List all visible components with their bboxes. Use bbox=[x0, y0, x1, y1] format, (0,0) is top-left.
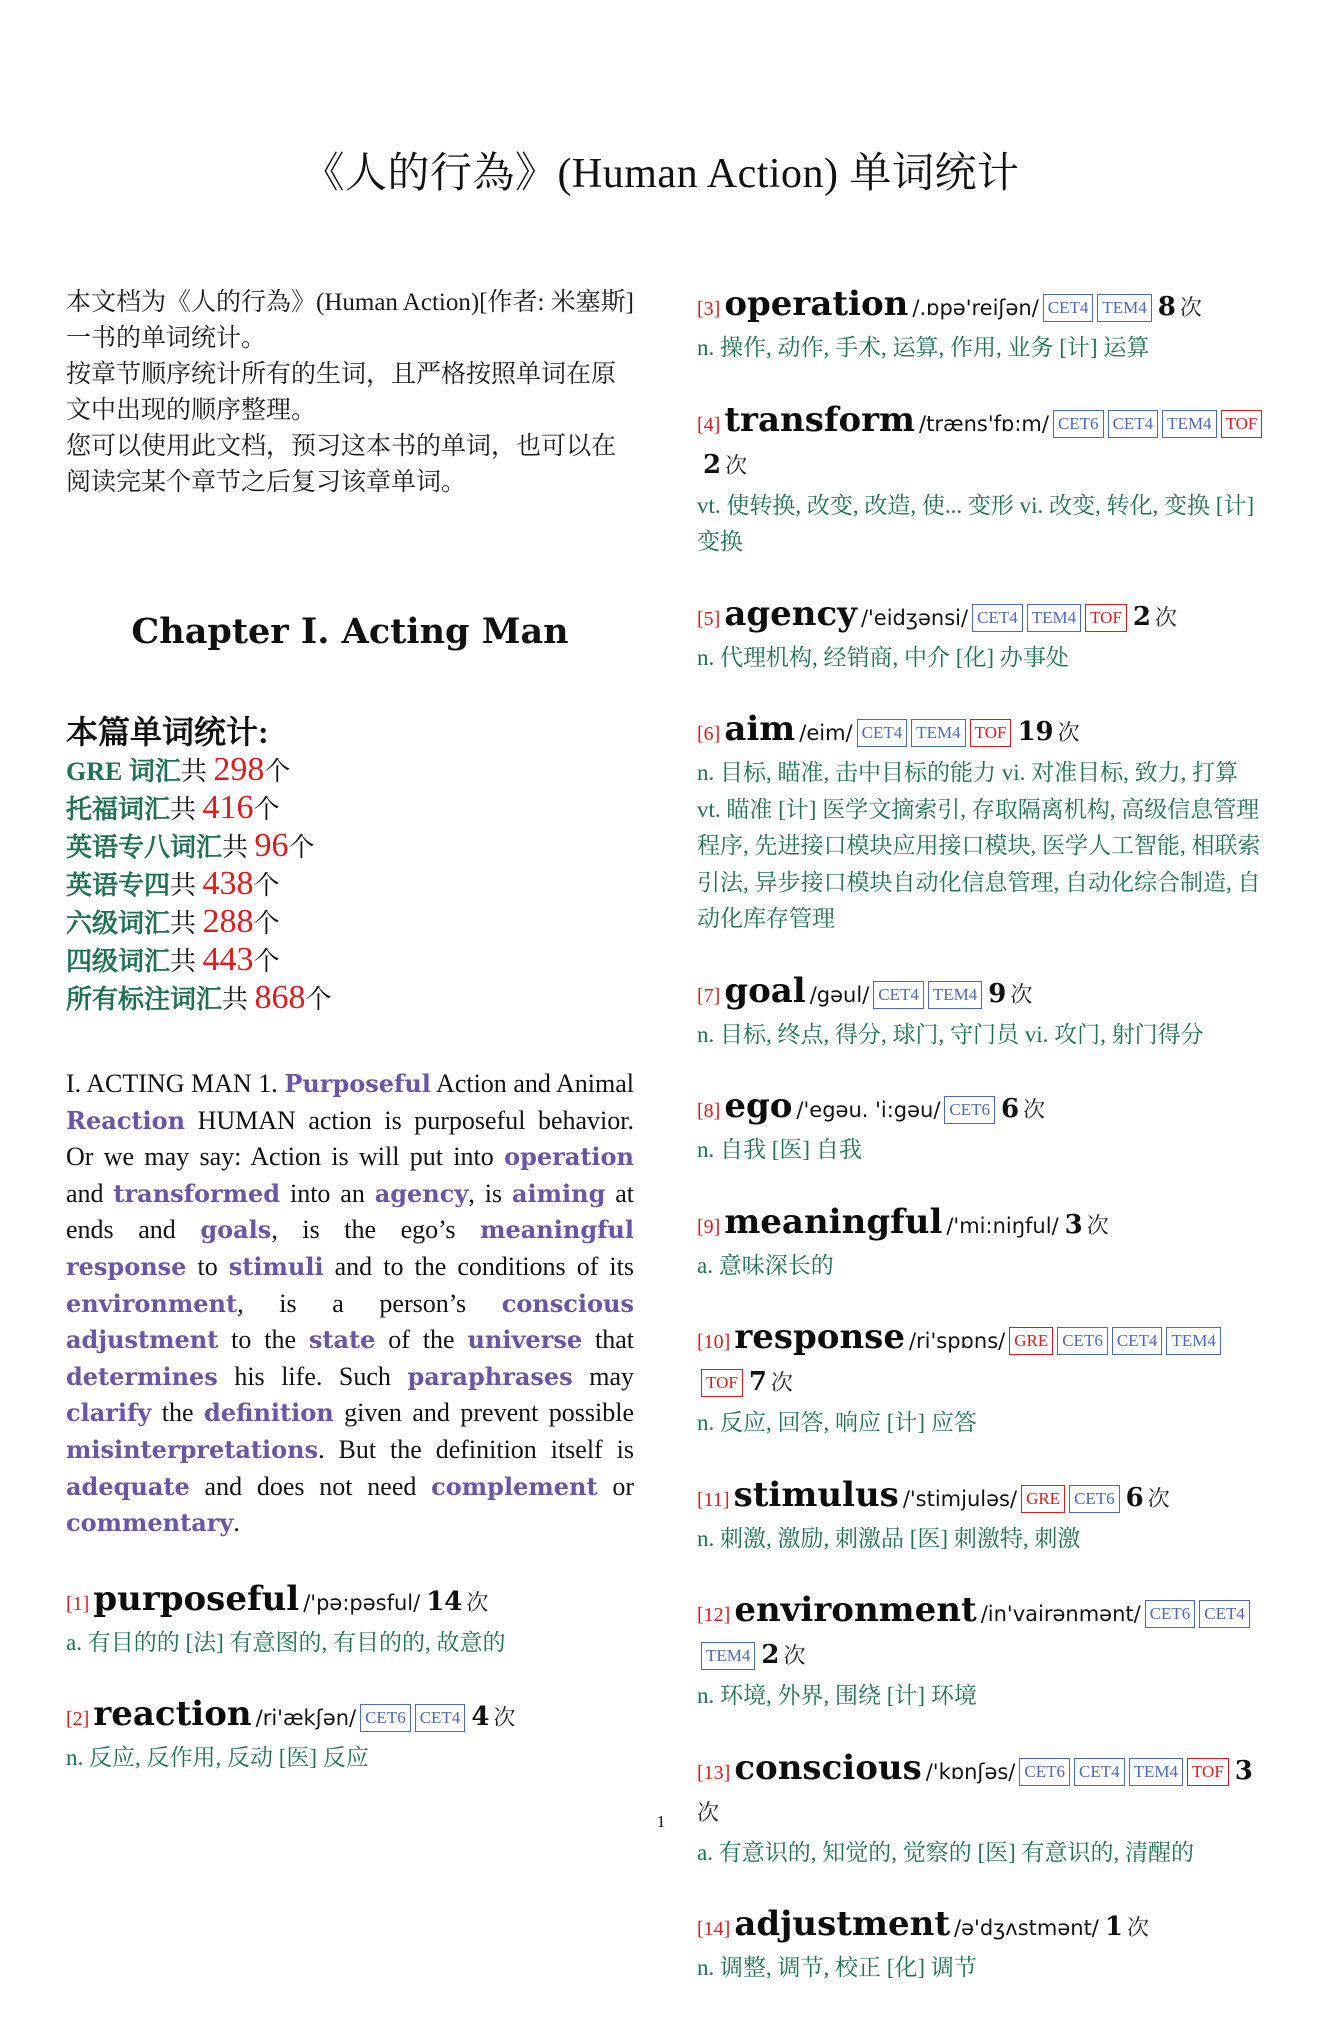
entry-phonetic: /gəul/ bbox=[809, 982, 870, 1007]
stat-row bbox=[66, 828, 634, 866]
entry-phonetic: /ri'spɒns/ bbox=[908, 1329, 1006, 1353]
stat-row bbox=[66, 942, 634, 980]
passage-text: the bbox=[151, 1398, 204, 1428]
entry-count-unit: 次 bbox=[1010, 981, 1033, 1007]
entry-count: 8 bbox=[1157, 292, 1176, 322]
entry-count: 7 bbox=[748, 1367, 767, 1397]
entry-word: conscious bbox=[734, 1747, 922, 1788]
entry-index: [5] bbox=[697, 607, 721, 630]
level-tag-cet4: CET4 bbox=[1112, 1327, 1163, 1355]
stat-unit: 个 bbox=[253, 947, 280, 976]
entry-phonetic: /eim/ bbox=[799, 721, 853, 745]
passage-text: HUMAN action is purposeful behavior. Or we may say: Action is will put into bbox=[66, 1105, 634, 1172]
entry-definition: n. 反应, 回答, 响应 [计] 应答 bbox=[697, 1410, 977, 1435]
stat-gong: 共 bbox=[222, 985, 255, 1014]
entry-definition: a. 意味深长的 bbox=[697, 1252, 834, 1278]
passage-text: and does not need bbox=[189, 1471, 432, 1501]
vocab-entry bbox=[697, 1087, 1265, 1169]
highlighted-vocab-word: universe bbox=[467, 1325, 583, 1355]
level-tag-cet6: CET6 bbox=[1057, 1327, 1108, 1355]
highlighted-vocab-word: transformed bbox=[113, 1178, 281, 1208]
stat-row bbox=[66, 866, 634, 904]
highlighted-vocab-word: goals bbox=[200, 1215, 272, 1245]
stat-unit: 个 bbox=[253, 795, 280, 824]
entry-header bbox=[697, 1203, 1265, 1248]
right-column bbox=[697, 285, 1265, 2021]
stat-unit: 个 bbox=[253, 909, 280, 938]
entry-index: [13] bbox=[697, 1761, 731, 1784]
chapter-passage bbox=[66, 1066, 634, 1542]
entry-phonetic: /'kɒnʃəs/ bbox=[925, 1759, 1016, 1784]
level-tag-cet4: CET4 bbox=[857, 719, 908, 747]
highlighted-vocab-word: Reaction bbox=[66, 1105, 186, 1135]
entry-index: [14] bbox=[697, 1918, 731, 1940]
entry-index: [9] bbox=[697, 1215, 721, 1238]
passage-text: or bbox=[597, 1471, 634, 1501]
passage-text: Action and Animal bbox=[430, 1069, 634, 1098]
vocab-entry bbox=[697, 285, 1265, 367]
entry-tags bbox=[1015, 1761, 1228, 1783]
passage-text: I. ACTING MAN 1. bbox=[66, 1069, 285, 1098]
entry-word: ego bbox=[724, 1086, 793, 1126]
vocab-entry bbox=[697, 972, 1265, 1054]
passage-text: . But the definition itself is bbox=[318, 1434, 634, 1464]
stat-label: 所有标注词汇 bbox=[66, 985, 223, 1014]
entry-tags bbox=[356, 1708, 465, 1729]
intro-section bbox=[66, 285, 634, 501]
entry-index: [12] bbox=[697, 1604, 731, 1626]
entry-header bbox=[697, 595, 1265, 640]
highlighted-vocab-word: aiming bbox=[511, 1178, 606, 1208]
left-column bbox=[66, 285, 634, 1811]
intro-line: 您可以使用此文档，预习这本书的单词，也可以在阅读完某个章节之后复习该章单词。 bbox=[66, 433, 617, 496]
stat-count: 443 bbox=[202, 941, 254, 978]
entry-header bbox=[697, 1318, 1265, 1405]
stat-count: 96 bbox=[254, 827, 289, 864]
highlighted-vocab-word: complement bbox=[431, 1471, 598, 1501]
entry-index: [6] bbox=[697, 723, 721, 745]
level-tag-tem4: TEM4 bbox=[928, 981, 982, 1009]
level-tag-tem4: TEM4 bbox=[1027, 604, 1081, 632]
passage-text: and to the conditions of its bbox=[323, 1251, 634, 1281]
stat-count: 868 bbox=[254, 979, 306, 1016]
entry-definition: n. 刺激, 激励, 刺激品 [医] 刺激特, 刺激 bbox=[697, 1525, 1081, 1551]
level-tag-cet6: CET6 bbox=[360, 1704, 411, 1732]
entry-word: adjustment bbox=[734, 1904, 951, 1944]
passage-text: . bbox=[233, 1508, 240, 1538]
stat-row bbox=[66, 790, 634, 828]
entry-phonetic: /'mi:niŋful/ bbox=[946, 1213, 1059, 1238]
entry-index: [1] bbox=[66, 1592, 90, 1615]
entry-definition: vt. 使转换, 改变, 改造, 使... 变形 vi. 改变, 转化, 变换 [计] 变换 bbox=[697, 492, 1255, 554]
entry-count: 2 bbox=[761, 1640, 780, 1670]
passage-text: given and prevent possible bbox=[333, 1398, 634, 1428]
entry-count-unit: 次 bbox=[1057, 720, 1080, 745]
entry-count: 4 bbox=[471, 1702, 490, 1733]
stat-gong: 共 bbox=[170, 909, 203, 938]
entry-count-unit: 次 bbox=[1086, 1212, 1109, 1238]
entry-count: 2 bbox=[703, 449, 722, 480]
entry-count: 3 bbox=[1064, 1209, 1083, 1240]
entry-header bbox=[697, 710, 1265, 755]
passage-text: that bbox=[582, 1325, 634, 1355]
highlighted-vocab-word: operation bbox=[504, 1142, 634, 1172]
highlighted-vocab-word: response bbox=[66, 1251, 187, 1281]
entry-header bbox=[697, 1905, 1265, 1950]
entry-definition: n. 操作, 动作, 手术, 运算, 作用, 业务 [计] 运算 bbox=[697, 335, 1150, 360]
entry-word: purposeful bbox=[93, 1578, 300, 1619]
entry-definition: n. 目标, 瞄准, 击中目标的能力 vi. 对准目标, 致力, 打算 vt. 瞄准 [计] 医学文摘索引, 存取隔离机构, 高级信息管理程序, 先进接口模块应用接口模块, 医学人工智能, 相联索引法, 异步接口模块自动化信息管理, 自动化综合制造, 自动化库存管理 bbox=[697, 760, 1261, 931]
vocab-entry bbox=[66, 1695, 634, 1777]
entry-word: goal bbox=[724, 970, 806, 1011]
entry-tags bbox=[940, 1100, 995, 1121]
entry-definition: a. 有意识的, 知觉的, 觉察的 [医] 有意识的, 清醒的 bbox=[697, 1839, 1195, 1865]
entry-word: aim bbox=[724, 709, 796, 749]
level-tag-tof: TOF bbox=[1221, 410, 1263, 438]
level-tag-tem4: TEM4 bbox=[1166, 1327, 1220, 1355]
highlighted-vocab-word: misinterpretations bbox=[66, 1434, 319, 1464]
entry-header bbox=[66, 1580, 634, 1625]
stat-row bbox=[66, 752, 634, 790]
passage-text: , is a person’s bbox=[237, 1288, 502, 1318]
passage-text: at ends and bbox=[66, 1178, 635, 1245]
level-tag-cet4: CET4 bbox=[1108, 410, 1159, 438]
entry-count-unit: 次 bbox=[493, 1705, 516, 1731]
passage-text: and bbox=[66, 1178, 114, 1208]
stat-row bbox=[66, 904, 634, 942]
level-tag-cet6: CET6 bbox=[944, 1096, 995, 1124]
vocab-entry bbox=[697, 1476, 1265, 1558]
entry-count: 6 bbox=[1001, 1094, 1020, 1124]
highlighted-vocab-word: determines bbox=[66, 1361, 218, 1391]
highlighted-vocab-word: environment bbox=[66, 1288, 238, 1318]
entry-header bbox=[66, 1695, 634, 1740]
level-tag-tof: TOF bbox=[1187, 1758, 1229, 1786]
entry-word: stimulus bbox=[733, 1474, 899, 1515]
entry-index: [3] bbox=[697, 298, 721, 320]
entry-count-unit: 次 bbox=[1126, 1915, 1149, 1940]
entry-word: agency bbox=[724, 593, 857, 634]
entry-phonetic: /in'vairənmənt/ bbox=[980, 1602, 1141, 1626]
vocab-entry bbox=[697, 401, 1265, 561]
level-tag-tem4: TEM4 bbox=[1129, 1758, 1183, 1786]
entry-count-unit: 次 bbox=[1155, 604, 1178, 630]
level-tag-tem4: TEM4 bbox=[911, 719, 965, 747]
stats-heading: 本篇单词统计: bbox=[66, 714, 269, 750]
intro-line: 按章节顺序统计所有的生词，且严格按照单词在原文中出现的顺序整理。 bbox=[66, 361, 617, 424]
entry-word: response bbox=[734, 1317, 905, 1357]
entry-word: meaningful bbox=[724, 1201, 943, 1242]
passage-text: his life. Such bbox=[217, 1361, 408, 1391]
document-title: 《人的行為》(Human Action) 单词统计 bbox=[302, 151, 1020, 197]
stat-label: 英语专八词汇 bbox=[66, 833, 223, 862]
entry-definition: n. 反应, 反作用, 反动 [医] 反应 bbox=[66, 1745, 369, 1771]
stat-gong: 共 bbox=[180, 757, 214, 786]
highlighted-vocab-word: clarify bbox=[66, 1398, 152, 1428]
stat-count: 438 bbox=[202, 865, 254, 902]
entry-word: environment bbox=[734, 1590, 977, 1630]
entry-count: 3 bbox=[1234, 1755, 1253, 1786]
highlighted-vocab-word: paraphrases bbox=[407, 1361, 573, 1391]
level-tag-cet4: CET4 bbox=[972, 604, 1023, 632]
entry-definition: n. 代理机构, 经销商, 中介 [化] 办事处 bbox=[697, 644, 1069, 670]
entry-count-unit: 次 bbox=[1023, 1097, 1046, 1122]
passage-text: of the bbox=[375, 1325, 468, 1355]
level-tag-tof: TOF bbox=[701, 1369, 743, 1397]
vocab-entry bbox=[697, 1591, 1265, 1715]
stat-unit: 个 bbox=[288, 833, 315, 862]
passage-text: to the bbox=[218, 1325, 309, 1355]
entry-definition: n. 调整, 调节, 校正 [化] 调节 bbox=[697, 1955, 977, 1980]
entry-count-unit: 次 bbox=[1147, 1485, 1170, 1511]
stat-label: 四级词汇 bbox=[66, 947, 171, 976]
highlighted-vocab-word: adjustment bbox=[66, 1325, 219, 1355]
stat-count: 298 bbox=[213, 751, 265, 788]
highlighted-vocab-word: definition bbox=[203, 1398, 334, 1428]
entry-definition: n. 目标, 终点, 得分, 球门, 守门员 vi. 攻门, 射门得分 bbox=[697, 1021, 1204, 1047]
stat-gong: 共 bbox=[222, 833, 255, 862]
level-tag-gre: GRE bbox=[1021, 1485, 1065, 1513]
entry-word: transform bbox=[724, 399, 916, 440]
highlighted-vocab-word: meaningful bbox=[480, 1215, 634, 1245]
entry-word: reaction bbox=[93, 1694, 252, 1735]
entry-phonetic: /træns'fɒ:m/ bbox=[919, 411, 1049, 436]
level-tag-gre: GRE bbox=[1009, 1327, 1053, 1355]
level-tag-cet4: CET4 bbox=[873, 981, 924, 1009]
level-tag-cet6: CET6 bbox=[1019, 1758, 1070, 1786]
entry-definition: n. 环境, 外界, 围绕 [计] 环境 bbox=[697, 1683, 977, 1708]
vocab-entry bbox=[697, 710, 1265, 938]
level-tag-cet6: CET6 bbox=[1053, 410, 1104, 438]
level-tag-tof: TOF bbox=[1085, 604, 1127, 632]
entry-header bbox=[697, 972, 1265, 1017]
page-number: 1 bbox=[656, 1812, 666, 1831]
stat-label: 英语专四 bbox=[66, 871, 171, 900]
entry-index: [10] bbox=[697, 1331, 731, 1353]
highlighted-vocab-word: Purposeful bbox=[284, 1069, 431, 1098]
entry-count: 1 bbox=[1104, 1912, 1123, 1942]
passage-text: , is the ego’s bbox=[271, 1215, 481, 1245]
level-tag-cet4: CET4 bbox=[415, 1704, 466, 1732]
level-tag-cet4: CET4 bbox=[1043, 294, 1094, 322]
entry-index: [11] bbox=[697, 1488, 730, 1511]
passage-text: into an bbox=[280, 1178, 375, 1208]
entry-definition: n. 自我 [医] 自我 bbox=[697, 1137, 862, 1162]
entry-header bbox=[697, 1476, 1265, 1521]
level-tag-tem4: TEM4 bbox=[1162, 410, 1216, 438]
highlighted-vocab-word: commentary bbox=[66, 1508, 234, 1538]
stats-list bbox=[66, 752, 634, 1018]
entry-count: 6 bbox=[1125, 1482, 1144, 1513]
chapter-title: Chapter I. Acting Man bbox=[131, 611, 569, 652]
stat-unit: 个 bbox=[264, 757, 291, 786]
vocab-list-right bbox=[697, 285, 1265, 1987]
entry-word: operation bbox=[724, 284, 909, 324]
entry-count-unit: 次 bbox=[466, 1589, 489, 1615]
level-tag-tof: TOF bbox=[970, 719, 1012, 747]
stat-gong: 共 bbox=[170, 871, 203, 900]
stat-gong: 共 bbox=[170, 947, 203, 976]
stat-count: 416 bbox=[202, 789, 254, 826]
entry-phonetic: /'egəu. 'i:gəu/ bbox=[796, 1098, 941, 1122]
vocab-entry bbox=[697, 1749, 1265, 1872]
level-tag-cet4: CET4 bbox=[1074, 1758, 1125, 1786]
entry-phonetic: /.ɒpə'reiʃən/ bbox=[912, 296, 1039, 320]
entry-count: 14 bbox=[426, 1586, 463, 1617]
level-tag-cet4: CET4 bbox=[1199, 1600, 1250, 1628]
entry-header bbox=[697, 1087, 1265, 1132]
vocab-entry bbox=[66, 1580, 634, 1662]
highlighted-vocab-word: agency bbox=[374, 1178, 469, 1208]
entry-count-unit: 次 bbox=[783, 1643, 806, 1668]
entry-index: [8] bbox=[697, 1100, 721, 1122]
entry-count-unit: 次 bbox=[770, 1370, 793, 1395]
vocab-entry bbox=[697, 1318, 1265, 1442]
entry-header bbox=[697, 401, 1265, 488]
stat-count: 288 bbox=[202, 903, 254, 940]
entry-tags bbox=[968, 607, 1127, 629]
entry-phonetic: /ə'dʒʌstmənt/ bbox=[954, 1916, 1099, 1940]
entry-header bbox=[697, 285, 1265, 330]
stat-label: GRE 词汇 bbox=[66, 757, 181, 786]
entry-index: [2] bbox=[66, 1708, 90, 1731]
stat-gong: 共 bbox=[170, 795, 203, 824]
entry-phonetic: /ri'ækʃən/ bbox=[255, 1706, 357, 1731]
entry-count: 9 bbox=[988, 978, 1007, 1009]
entry-index: [4] bbox=[697, 413, 721, 436]
vocab-entry bbox=[697, 1203, 1265, 1285]
stat-row bbox=[66, 980, 634, 1018]
highlighted-vocab-word: adequate bbox=[66, 1471, 190, 1501]
stat-label: 六级词汇 bbox=[66, 909, 171, 938]
highlighted-vocab-word: conscious bbox=[501, 1288, 634, 1318]
level-tag-tem4: TEM4 bbox=[1097, 294, 1151, 322]
stat-label: 托福词汇 bbox=[66, 795, 171, 824]
entry-index: [7] bbox=[697, 984, 721, 1007]
level-tag-cet6: CET6 bbox=[1145, 1600, 1196, 1628]
vocab-list-left bbox=[66, 1580, 634, 1777]
highlighted-vocab-word: state bbox=[308, 1325, 376, 1355]
entry-definition: a. 有目的的 [法] 有意图的, 有目的的, 故意的 bbox=[66, 1629, 506, 1655]
entry-tags bbox=[1049, 413, 1262, 435]
passage-text: to bbox=[186, 1251, 229, 1281]
stat-unit: 个 bbox=[305, 985, 332, 1014]
entry-tags bbox=[853, 723, 1012, 744]
entry-header bbox=[697, 1591, 1265, 1678]
entry-count-unit: 次 bbox=[697, 1799, 720, 1825]
entry-count: 19 bbox=[1017, 717, 1054, 747]
entry-count-unit: 次 bbox=[725, 452, 748, 478]
entry-tags bbox=[869, 984, 982, 1006]
stat-unit: 个 bbox=[253, 871, 280, 900]
entry-phonetic: /'eidʒənsi/ bbox=[860, 605, 969, 630]
vocab-entry bbox=[697, 595, 1265, 677]
entry-count: 2 bbox=[1132, 601, 1152, 632]
intro-line: 本文档为《人的行為》(Human Action)[作者: 米塞斯] 一书的单词统计。 bbox=[66, 289, 635, 352]
entry-count-unit: 次 bbox=[1179, 295, 1202, 320]
highlighted-vocab-word: stimuli bbox=[228, 1251, 324, 1281]
level-tag-cet6: CET6 bbox=[1069, 1485, 1120, 1513]
entry-phonetic: /'stimjuləs/ bbox=[902, 1486, 1018, 1511]
passage-text: , is bbox=[468, 1178, 512, 1208]
passage-text: may bbox=[572, 1361, 634, 1391]
entry-tags bbox=[1039, 298, 1152, 319]
vocab-entry bbox=[697, 1905, 1265, 1987]
entry-phonetic: /'pə:pəsful/ bbox=[303, 1590, 421, 1615]
level-tag-tem4: TEM4 bbox=[701, 1642, 755, 1670]
entry-tags bbox=[1017, 1488, 1120, 1510]
